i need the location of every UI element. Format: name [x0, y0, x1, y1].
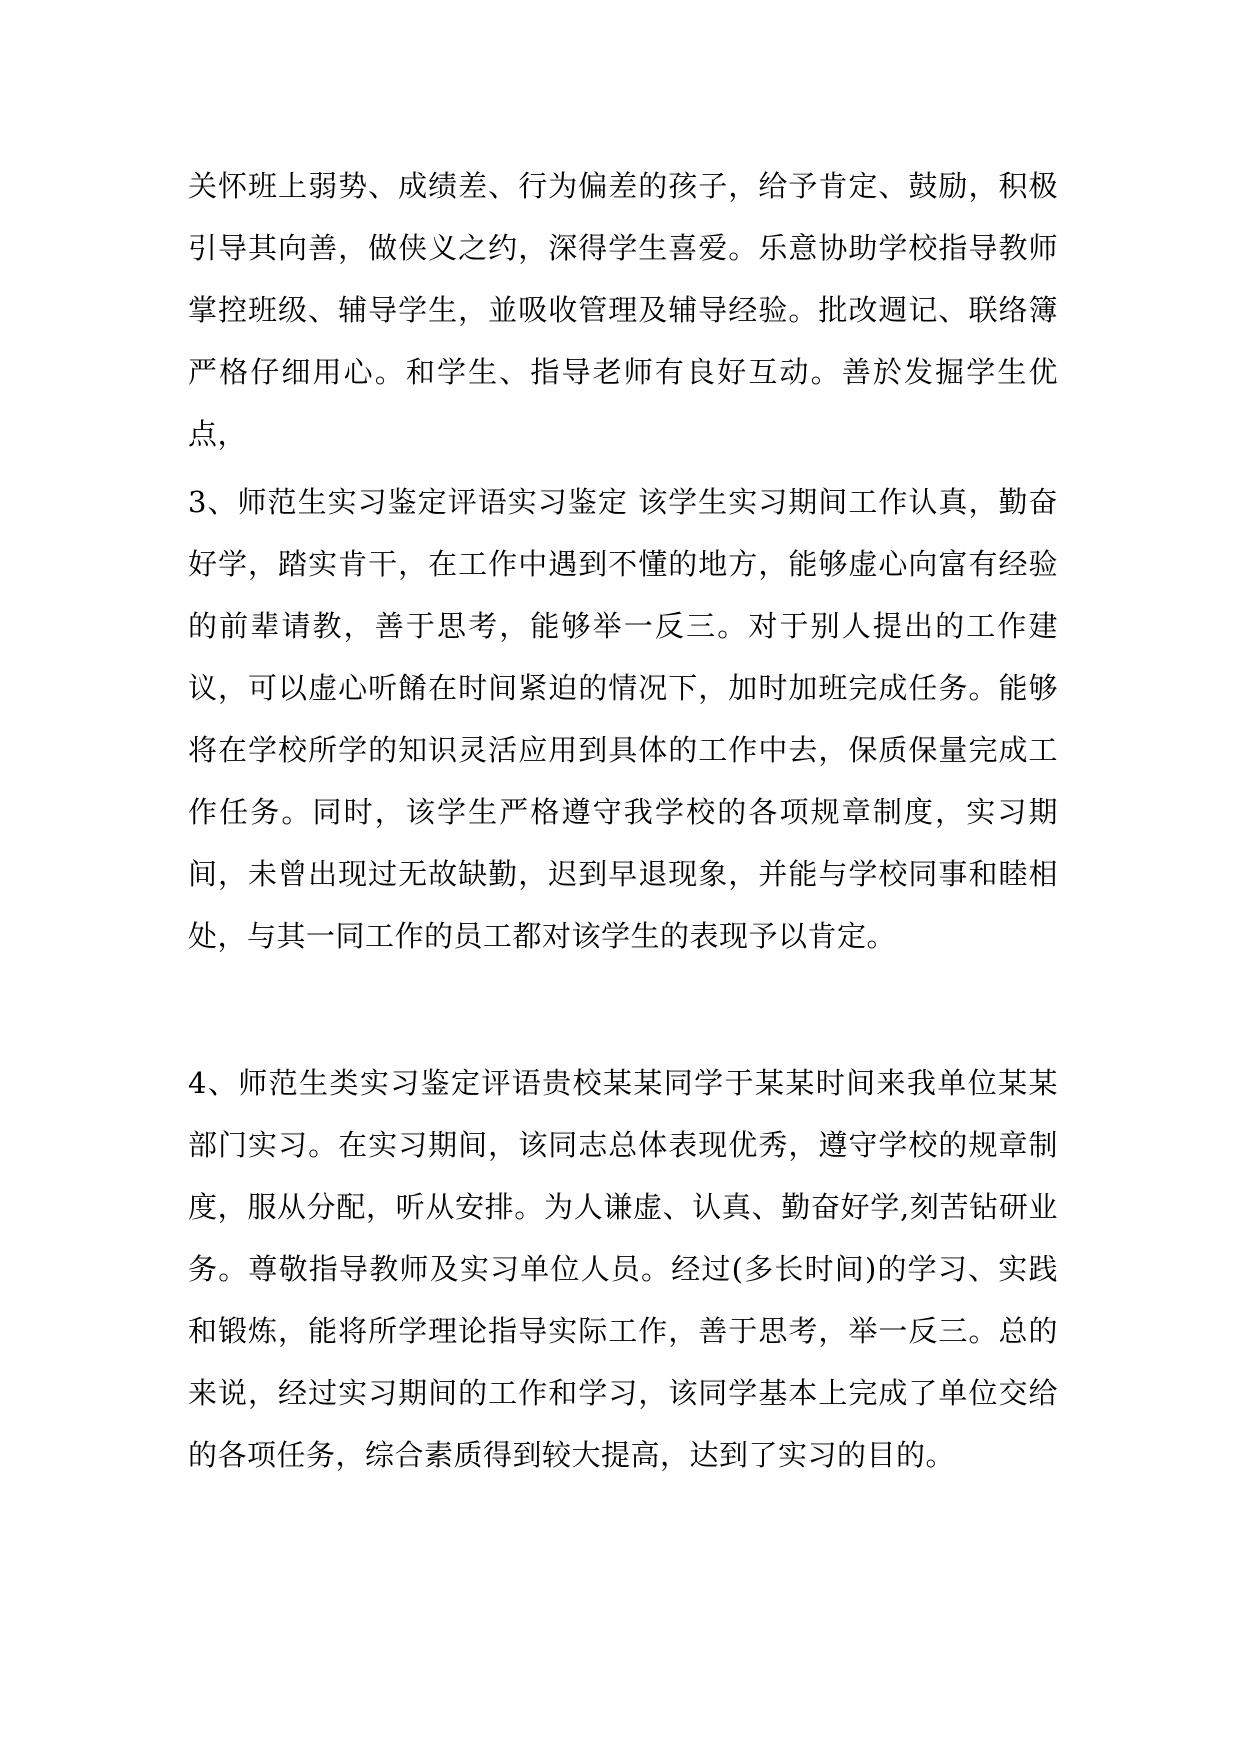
- paragraph-evaluation-4: 4、师范生类实习鉴定评语贵校某某同学于某某时间来我单位某某部门实习。在实习期间，该同志总体表现优秀，遵守学校的规章制度，服从分配，听从安排。为人谦虚、认真、勤奋好学,刻苦钻研业务。尊敬指导教师及实习单位人员。经过(多长时间)的学习、实践和锻炼，能将所学理论指导实际工作，善于思考，举一反三。总的来说，经过实习期间的工作和学习，该同学基本上完成了单位交给的各项任务，综合素质得到较大提高，达到了实习的目的。: [188, 1066, 1058, 1472]
- paragraph-evaluation-continuation: 关怀班上弱势、成绩差、行为偏差的孩子，给予肯定、鼓励，积极引导其向善，做侠义之约，深得学生喜爱。乐意协助学校指导教师掌控班级、辅导学生，並吸收管理及辅导经验。批改週记、联络簿严格仔细用心。和学生、指导老师有良好互动。善於发掘学生优点，: [188, 169, 1058, 451]
- paragraph-evaluation-3: 3、师范生实习鉴定评语实习鉴定 该学生实习期间工作认真，勤奋好学，踏实肯干，在工作中遇到不懂的地方，能够虚心向富有经验的前辈请教，善于思考，能够举一反三。对于别人提出的工作建议，可以虚心听餚在时间紧迫的情况下，加时加班完成任务。能够将在学校所学的知识灵活应用到具体的工作中去，保质保量完成工作任务。同时，该学生严格遵守我学校的各项规章制度，实习期间，未曾出现过无故缺勤，迟到早退现象，并能与学校同事和睦相处，与其一同工作的员工都对该学生的表现予以肯定。: [188, 485, 1058, 953]
